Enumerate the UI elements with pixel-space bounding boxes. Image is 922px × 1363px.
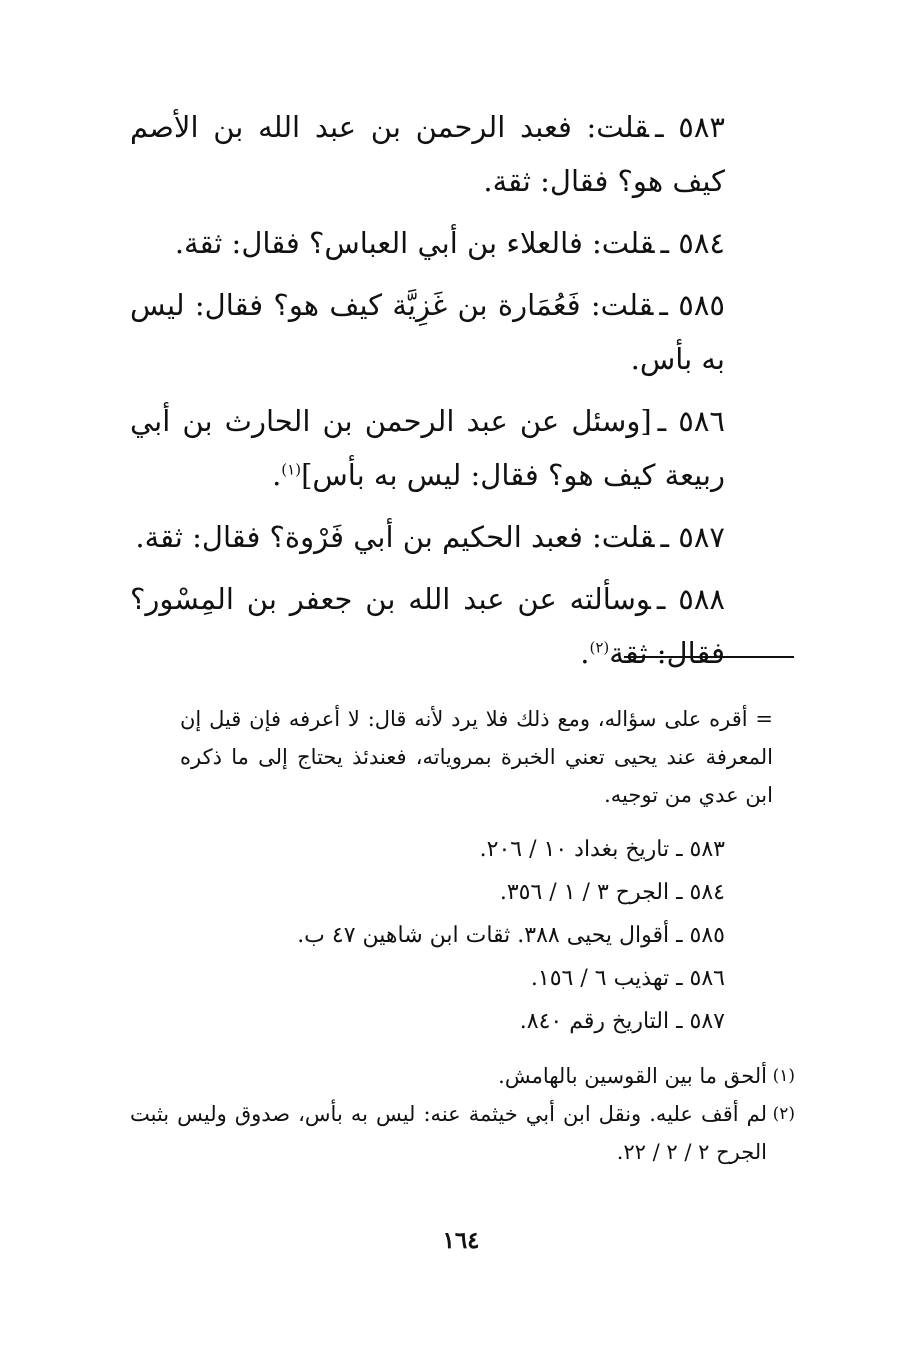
footnote-ref: (٢) <box>589 638 610 657</box>
page-number: ١٦٤ <box>442 1227 480 1254</box>
footnote-ref: (١) <box>281 460 302 479</box>
entry-text: [وسئل عن عبد الرحمن بن الحارث بن أبي ربيعة كيف هو؟ فقال: ليس به بأس] <box>130 404 725 492</box>
entry-number: ٥٨٧ ـ <box>660 520 725 554</box>
reference-item: ٥٨٣ ـ تاريخ بغداد ١٠ / ٢٠٦. <box>479 837 725 862</box>
main-text <box>130 100 795 688</box>
note-continuation: = أقره على سؤاله، ومع ذلك فلا يرد لأنه قال: لا أعرفه فإن قيل إن المعرفة عند يحيى تعني الخبرة بمروياته، فعندئذ يحتاج إلى ما ذكره ابن عدي من توجيه. <box>180 707 773 807</box>
footnote-marker: (١) <box>772 1066 795 1086</box>
footnote-text: ألحق ما بين القوسين بالهامش. <box>498 1064 767 1088</box>
footnote-marker: (٢) <box>772 1104 795 1124</box>
reference-item: ٥٨٦ ـ تهذيب ٦ / ١٥٦. <box>530 966 725 991</box>
references-list <box>130 828 795 1043</box>
footnote-2 <box>130 1095 795 1171</box>
entry-text: قلت: فالعلاء بن أبي العباس؟ فقال: ثقة. <box>174 226 655 260</box>
entry-text: قلت: فَعُمَارة بن غَزِيَّة كيف هو؟ فقال: ليس به بأس. <box>130 288 725 376</box>
entry-number: ٥٨٨ ـ <box>656 582 725 616</box>
entry-585 <box>130 278 795 386</box>
entry-588 <box>130 572 795 680</box>
footnote-1 <box>130 1057 795 1095</box>
footnote-text: لم أقف عليه. ونقل ابن أبي خيثمة عنه: ليس به بأس، صدوق وليس بثبت الجرح ٢ / ٢ / ٢٢. <box>130 1102 767 1164</box>
entry-number: ٥٨٥ ـ <box>659 288 725 322</box>
entry-text: وسألته عن عبد الله بن جعفر بن المِسْور؟ فقال: ثقة <box>130 582 725 670</box>
entry-583 <box>130 100 795 208</box>
entry-587 <box>130 510 795 564</box>
entry-number: ٥٨٣ ـ <box>655 110 725 144</box>
notes-section <box>130 700 795 1171</box>
entry-586 <box>130 394 795 502</box>
entry-number: ٥٨٤ ـ <box>660 226 725 260</box>
entry-end: . <box>580 636 590 670</box>
entry-end: . <box>272 458 282 492</box>
footnote-separator <box>624 656 794 658</box>
entry-584 <box>130 216 795 270</box>
reference-item: ٥٨٤ ـ الجرح ٣ / ١ / ٣٥٦. <box>499 880 725 905</box>
entry-number: ٥٨٦ ـ <box>657 404 725 438</box>
entry-text: قلت: فعبد الرحمن بن عبد الله بن الأصم كيف هو؟ فقال: ثقة. <box>130 110 725 198</box>
reference-item: ٥٨٥ ـ أقوال يحيى ٣٨٨. ثقات ابن شاهين ٤٧ ب. <box>297 923 725 948</box>
reference-item: ٥٨٧ ـ التاريخ رقم ٨٤٠. <box>519 1009 725 1034</box>
entry-text: قلت: فعبد الحكيم بن أبي فَرْوة؟ فقال: ثقة. <box>135 520 655 554</box>
